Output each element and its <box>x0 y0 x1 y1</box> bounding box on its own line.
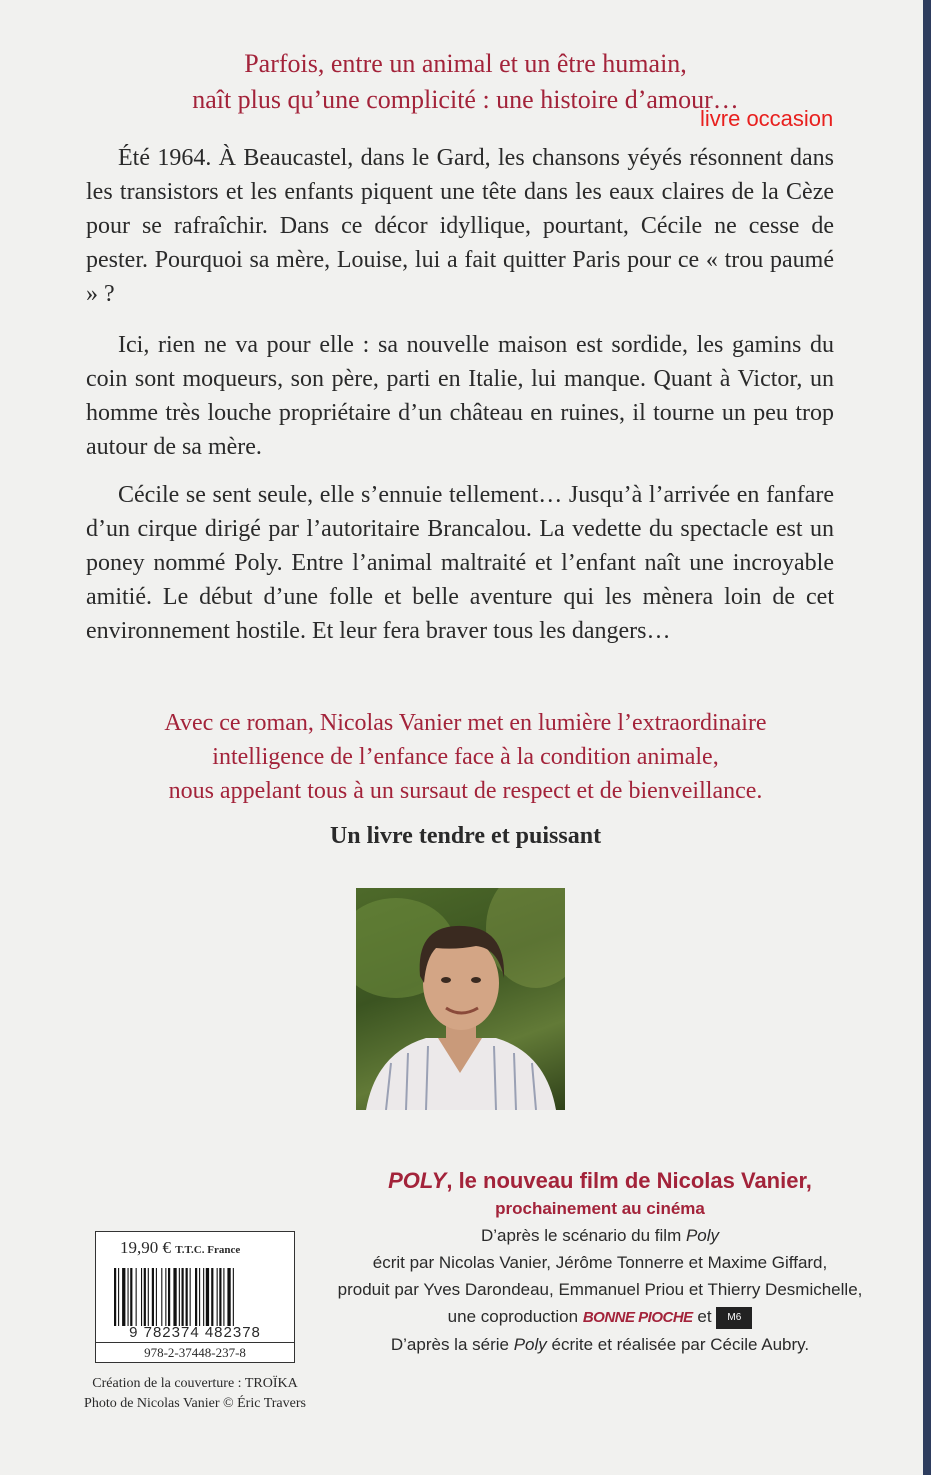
film-line-5 <box>330 1331 870 1358</box>
barcode-bars <box>114 1268 278 1326</box>
closing-line-1: Avec ce roman, Nicolas Vanier met en lumière l’extraordinaire <box>164 710 767 736</box>
hook-line-1: Parfois, entre un animal et un être humain, <box>244 49 687 78</box>
film-line-5-prefix: D’après la série <box>390 1335 514 1354</box>
ean-number: 9 782374 482378 <box>129 1324 261 1341</box>
film-title-rest: , le nouveau film de Nicolas Vanier, <box>446 1168 812 1193</box>
m6-logo: M6 <box>716 1307 752 1329</box>
film-title <box>330 1166 870 1196</box>
bonne-pioche-logo: BONNE PIOCHE <box>582 1309 693 1326</box>
film-line-4 <box>330 1303 870 1331</box>
film-line-3: produit par Yves Darondeau, Emmanuel Priou et Thierry Desmichelle, <box>337 1280 863 1299</box>
film-line-5-title: Poly <box>513 1335 547 1354</box>
paragraph-2: Ici, rien ne va pour elle : sa nouvelle maison est sordide, les gamins du coin sont moqueurs, son père, parti en Italie, lui manque. Quant à Victor, un homme très louche propriétaire d’un château en ruines, il tourne un peu trop autour de sa mère. <box>86 332 834 460</box>
film-info <box>330 1166 870 1358</box>
price <box>120 1238 240 1258</box>
isbn-number: 978-2-37448-237-8 <box>96 1342 294 1363</box>
closing-line-2: intelligence de l’enfance face à la condition animale, <box>212 744 719 770</box>
coproduction-and: et <box>697 1307 712 1326</box>
film-line-1-title: Poly <box>685 1226 720 1245</box>
credit-line-1: Création de la couverture : TROÏKA <box>92 1376 298 1391</box>
tagline: Un livre tendre et puissant <box>329 823 602 849</box>
closing-line-3: nous appelant tous à un sursaut de respect et de bienveillance. <box>168 778 763 804</box>
price-value: 19,90 € <box>120 1238 171 1257</box>
film-line-5-suffix: écrite et réalisée par Cécile Aubry. <box>546 1335 810 1354</box>
film-line-1-prefix: D’après le scénario du film <box>480 1226 686 1245</box>
closing-text <box>0 706 931 808</box>
film-line-1 <box>330 1222 870 1249</box>
credit-line-2: Photo de Nicolas Vanier © Éric Travers <box>84 1396 306 1411</box>
coproduction-label: une coproduction <box>447 1307 579 1326</box>
paragraph-1: Été 1964. À Beaucastel, dans le Gard, les chansons yéyés résonnent dans les transistors et les enfants piquent une tête dans les eaux claires de la Cèze pour se rafraîchir. Dans ce décor idyllique, pourtant, Cécile ne cesse de pester. Pourquoi sa mère, Louise, lui a fait quitter Paris pour ce « trou paumé » ? <box>86 145 834 307</box>
author-photo <box>356 888 565 1110</box>
cover-credits <box>40 1374 350 1414</box>
film-line-2: écrit par Nicolas Vanier, Jérôme Tonnerre et Maxime Giffard, <box>372 1253 828 1272</box>
watermark-label: livre occasion <box>700 106 834 131</box>
film-title-name: POLY <box>388 1168 447 1193</box>
price-note: T.T.C. France <box>175 1244 241 1256</box>
paragraph-3: Cécile se sent seule, elle s’ennuie tellement… Jusqu’à l’arrivée en fanfare d’un cirque dirigé par l’autoritaire Brancalou. La vedette du spectacle est un poney nommé Poly. Entre l’animal maltraité et l’enfant naît une incroyable amitié. Le début d’une folle et belle aventure qui les mènera loin de cet environnement hostile. Et leur fera braver tous les dangers… <box>86 482 834 644</box>
hook-line-2: naît plus qu’une complicité : une histoire d’amour… <box>192 85 739 114</box>
film-subtitle: prochainement au cinéma <box>495 1199 705 1218</box>
barcode-box <box>95 1231 295 1363</box>
